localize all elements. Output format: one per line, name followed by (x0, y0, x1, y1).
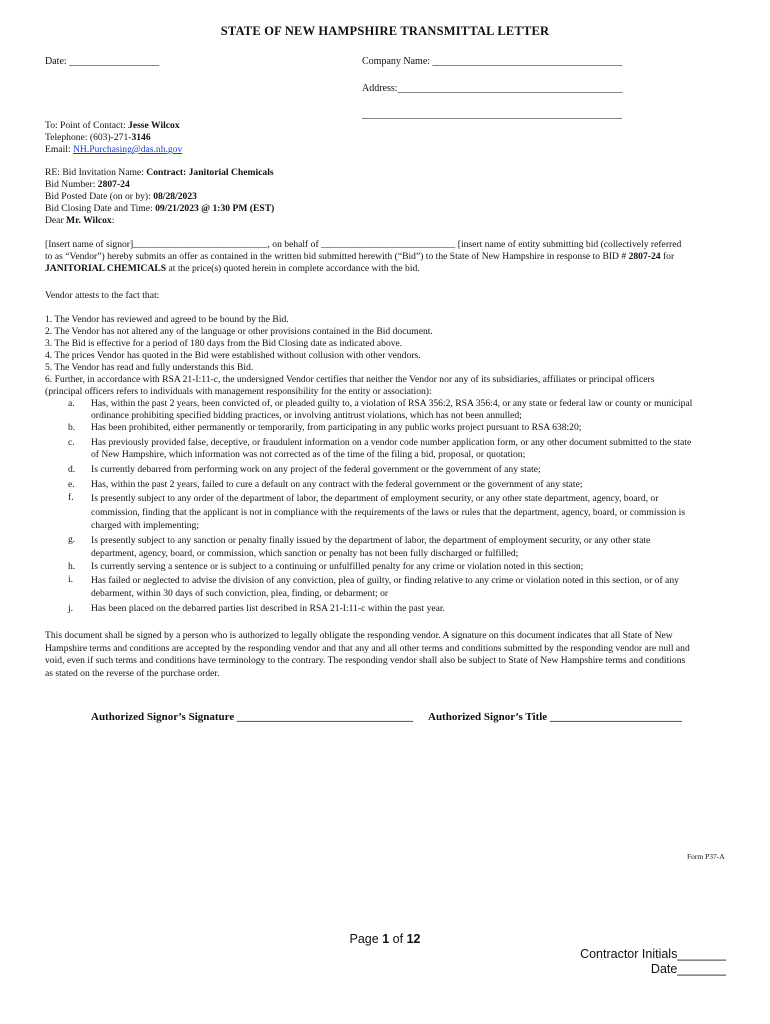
bid-name-label: RE: Bid Invitation Name: (45, 167, 144, 178)
email-label: Email: (45, 144, 71, 155)
salutation (45, 215, 114, 227)
bid-closing-value: 09/21/2023 @ 1:30 PM (EST) (155, 203, 275, 214)
footer-date-field[interactable]: Date_______ (650, 962, 726, 976)
list-text: Has, within the past 2 years, been convicted of, or pleaded guilty to, a violation of RSA 356:2, RSA 356:4, or any state or federal law or county or municipal ordinance prohibiting specified bidding practices, or involving antitrust violations, which has not been annulled; (91, 398, 693, 421)
list-text: Has failed or neglected to advise the division of any conviction, plea of guilty, or finding relative to any crime or violation noted in this section, or of any debarment, within 30 days of such conviction, plea, finding, or debarment; or (91, 575, 679, 599)
list-text: Has been prohibited, either permanently or temporarily, from participating in any public works project pursuant to RSA 638:20; (91, 422, 582, 433)
page-title: STATE OF NEW HAMPSHIRE TRANSMITTAL LETTER (220, 24, 550, 38)
bid-number (45, 179, 130, 191)
bid-number-label: Bid Number: (45, 179, 96, 190)
poc-name: Jesse Wilcox (128, 120, 180, 131)
authorized-title-field[interactable]: Authorized Signor’s Title ________________________ (428, 711, 682, 723)
numbered-item-2: 2. The Vendor has not altered any of the language or other provisions contained in the Bid document. (45, 326, 433, 337)
page-number: Page 1 of 12 (349, 932, 421, 946)
form-number: Form P37-A (687, 852, 725, 861)
telephone (45, 132, 151, 144)
bid-closing-label: Bid Closing Date and Time: (45, 203, 153, 214)
authorized-signature-field[interactable]: Authorized Signor’s Signature ________________________________ (91, 711, 413, 723)
intro-line-2c: for (662, 251, 675, 262)
intro-line-2a: to as “Vendor”) hereby submits an offer as contained in the written bid submitted herewith (“Bid”) to the State of New Hampshire in response to BID # (45, 251, 627, 262)
intro-line-3b: at the price(s) quoted herein in complete accordance with the bid. (168, 263, 420, 274)
closing-paragraph: This document shall be signed by a person who is authorized to legally obligate the responding vendor. A signature on this document indicates that all State of New Hampshire terms and conditions are accepted by the responding vendor and that any and all other terms and conditions submitted by the responding vendor are null and void, even if such terms and conditions have terminology to the contrary. The responding vendor shall also be subject to State of New Hampshire terms and conditions as stated on the reverse of the purchase order. (45, 630, 690, 679)
telephone-label: Telephone: (603)-271- (45, 132, 132, 143)
list-text: Has been placed on the debarred parties list described in RSA 21-I:11-c within the past year. (91, 603, 445, 614)
intro-contract-name: JANITORIAL CHEMICALS (45, 263, 167, 274)
bid-closing-date (45, 203, 274, 215)
address-line2-field[interactable]: ____________________________________________________ (362, 109, 622, 120)
bid-posted-label: Bid Posted Date (on or by): (45, 191, 151, 202)
salutation-name: Mr. Wilcox (66, 215, 112, 226)
intro-line-2 (45, 251, 674, 263)
numbered-item-5: 5. The Vendor has read and fully understands this Bid. (45, 362, 254, 373)
address-field[interactable]: Address:_____________________________________________ (362, 83, 623, 94)
intro-bid-number: 2807-24 (628, 251, 661, 262)
list-letter: i. (68, 574, 74, 585)
bid-number-value: 2807-24 (97, 179, 130, 190)
list-letter: g. (68, 534, 76, 545)
poc-label: To: Point of Contact: (45, 120, 126, 131)
intro-line-1: [Insert name of signor]____________________________, on behalf of ____________________________ [insert name of entity submitting bid (collectively referred (45, 239, 682, 250)
bid-posted-date (45, 191, 197, 203)
list-letter: c. (68, 437, 75, 448)
list-text: Is currently debarred from performing work on any project of the federal government or the government of any state; (91, 464, 541, 475)
numbered-item-6: 6. Further, in accordance with RSA 21-I:11-c, the undersigned Vendor certifies that neither the Vendor nor any of its subsidiaries, affiliates or principal officers (45, 374, 655, 385)
point-of-contact (45, 120, 180, 132)
list-text: Is presently subject to any order of the department of labor, the department of employment security, or any other state department, agency, board, or commission, finding that the applicant is not in compliance with the requirements of the laws or rules that the department, agency, board, or commission is charged with implementing; (91, 493, 686, 531)
contractor-initials-field[interactable]: Contractor Initials_______ (580, 947, 726, 961)
intro-line-3 (45, 263, 420, 275)
list-text: Has, within the past 2 years, failed to cure a default on any contract with the federal government or the government of any state; (91, 479, 583, 490)
list-letter: b. (68, 422, 76, 433)
list-text: Is presently subject to any sanction or penalty finally issued by the department of labor, the department of employment security, or any other state department, agency, board, or commission, which sanction or penalty has not been fully discharged or fulfilled; (91, 535, 651, 559)
numbered-item-1: 1. The Vendor has reviewed and agreed to be bound by the Bid. (45, 314, 289, 325)
company-name-field[interactable]: Company Name: ______________________________________ (362, 56, 623, 67)
bid-name-value: Contract: Janitorial Chemicals (146, 167, 274, 178)
bid-posted-value: 08/28/2023 (153, 191, 197, 202)
date-field[interactable]: Date: __________________ (45, 56, 160, 67)
bid-name (45, 167, 274, 179)
list-letter: d. (68, 464, 76, 475)
list-letter: e. (68, 479, 75, 490)
attests-heading: Vendor attests to the fact that: (45, 290, 160, 301)
list-letter: h. (68, 561, 76, 572)
list-letter: j. (68, 603, 74, 614)
numbered-item-4: 4. The prices Vendor has quoted in the Bid were established without collusion with other vendors. (45, 350, 421, 361)
telephone-ext: 3146 (131, 132, 151, 143)
list-text: Has previously provided false, deceptive, or fraudulent information on a vendor code number application form, or any other document submitted to the state of New Hampshire, which information was not corrected as of the time of the filing a bid, proposal, or quotation; (91, 437, 692, 460)
numbered-item-3: 3. The Bid is effective for a period of 180 days from the Bid Closing date as indicated above. (45, 338, 403, 349)
email-link[interactable]: NH.Purchasing@das.nh.gov (72, 144, 183, 155)
salutation-label: Dear (45, 215, 64, 226)
list-text: Is currently serving a sentence or is subject to a continuing or unfulfilled penalty for any crime or violation noted in this section; (91, 561, 584, 572)
list-letter: a. (68, 398, 75, 409)
numbered-item-6-cont: (principal officers refers to individuals with management responsibility for the entity or association): (45, 386, 432, 397)
list-letter: f. (68, 492, 74, 503)
email (45, 144, 182, 156)
salutation-colon: : (111, 215, 115, 226)
